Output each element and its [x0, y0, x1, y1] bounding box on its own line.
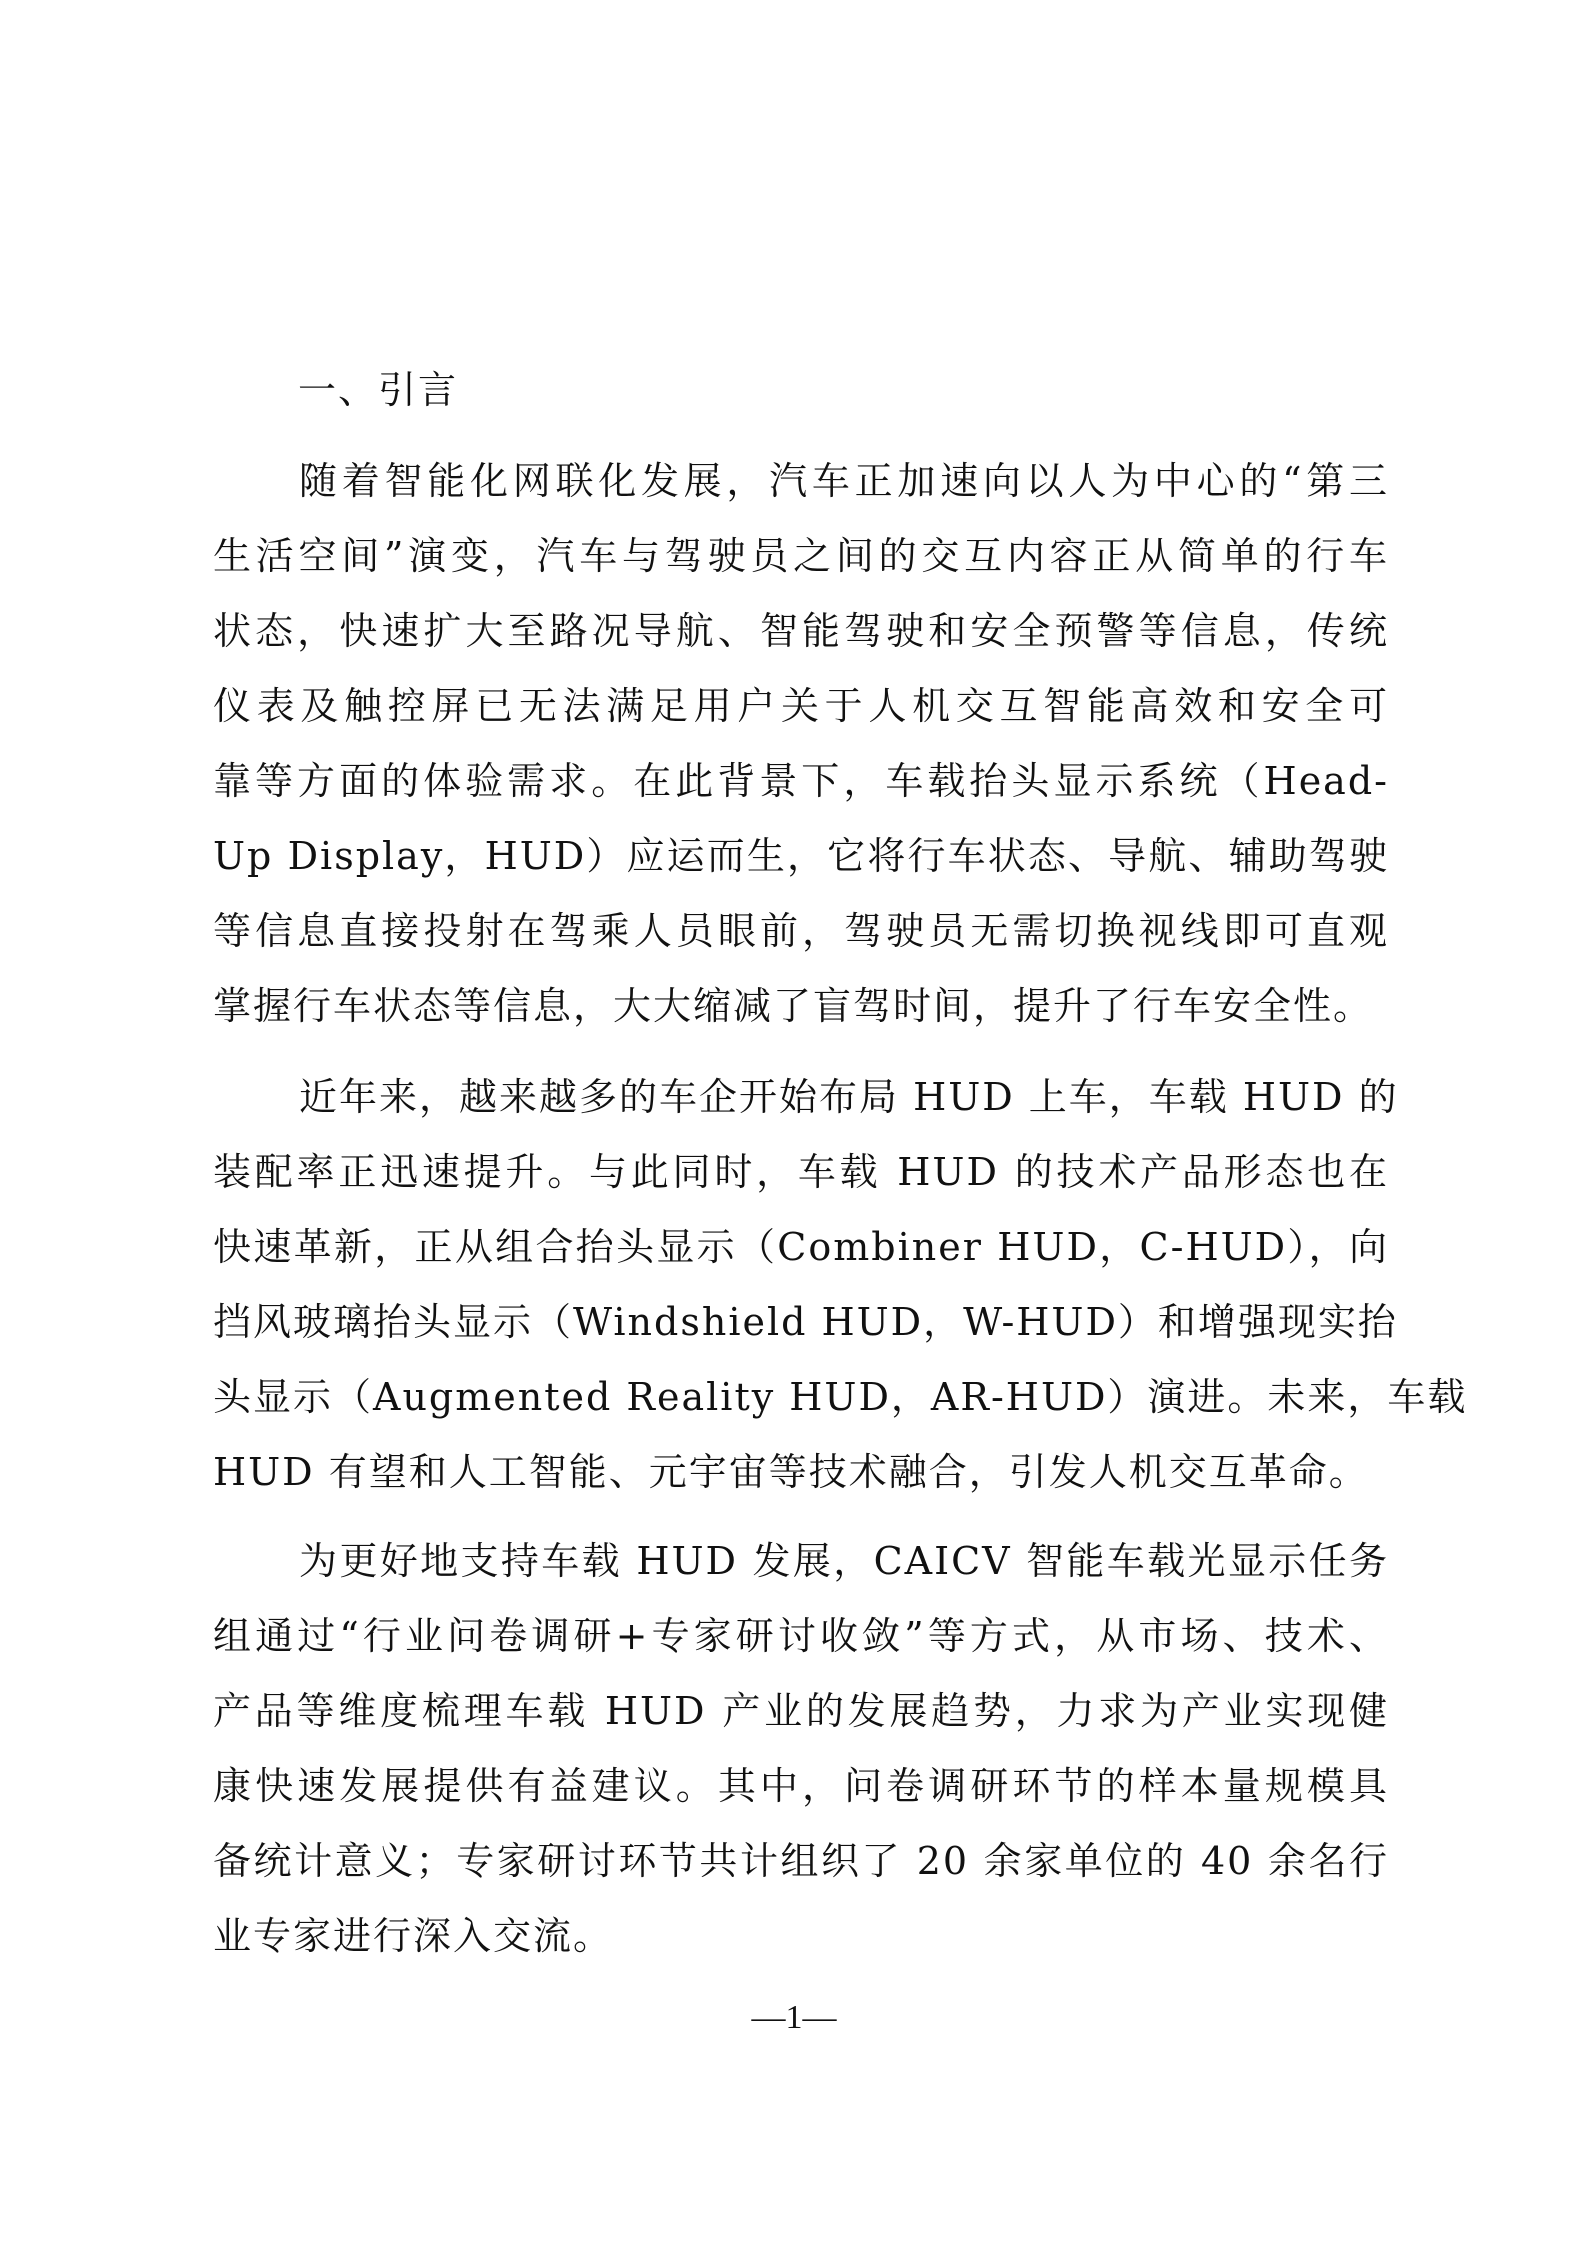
text-line: 随着智能化网联化发展，汽车正加速向以人为中心的“第三 — [299, 459, 1389, 503]
paragraph-market-trend — [213, 1060, 1468, 1510]
text-line: 近年来，越来越多的车企开始布局 HUD 上车，车载 HUD 的 — [299, 1075, 1399, 1119]
text-line: 快速革新，正从组合抬头显示（Combiner HUD，C-HUD），向 — [213, 1225, 1389, 1269]
text-line: 装配率正迅速提升。与此同时，车载 HUD 的技术产品形态也在 — [213, 1150, 1389, 1194]
paragraph-research-method — [213, 1524, 1389, 1974]
text-line: 业专家进行深入交流。 — [213, 1914, 614, 1958]
text-line: Up Display，HUD）应运而生，它将行车状态、导航、辅助驾驶 — [213, 834, 1389, 878]
text-line: 靠等方面的体验需求。在此背景下，车载抬头显示系统（Head- — [213, 759, 1389, 803]
text-line: 头显示（Augmented Reality HUD，AR-HUD）演进。未来，车载 — [213, 1375, 1468, 1419]
text-line: 组通过“行业问卷调研+专家研讨收敛”等方式，从市场、技术、 — [213, 1614, 1389, 1658]
text-line: 仪表及触控屏已无法满足用户关于人机交互智能高效和安全可 — [213, 684, 1389, 728]
section-heading: 一、引言 — [298, 368, 459, 412]
paragraph-introduction — [213, 444, 1389, 1044]
text-line: 生活空间”演变，汽车与驾驶员之间的交互内容正从简单的行车 — [213, 534, 1389, 578]
text-line: 康快速发展提供有益建议。其中，问卷调研环节的样本量规模具 — [213, 1764, 1389, 1808]
text-line: 挡风玻璃抬头显示（Windshield HUD，W-HUD）和增强现实抬 — [213, 1300, 1398, 1344]
text-line: 等信息直接投射在驾乘人员眼前，驾驶员无需切换视线即可直观 — [213, 909, 1389, 953]
page-number: —1— — [751, 1999, 837, 2036]
text-line: 备统计意义；专家研讨环节共计组织了 20 余家单位的 40 余名行 — [213, 1839, 1389, 1883]
text-line: 产品等维度梳理车载 HUD 产业的发展趋势，力求为产业实现健 — [213, 1689, 1389, 1733]
text-line: 状态，快速扩大至路况导航、智能驾驶和安全预警等信息，传统 — [213, 609, 1389, 653]
text-line: 为更好地支持车载 HUD 发展，CAICV 智能车载光显示任务 — [299, 1539, 1389, 1583]
text-line: HUD 有望和人工智能、元宇宙等技术融合，引发人机交互革命。 — [213, 1450, 1369, 1494]
text-line: 掌握行车状态等信息，大大缩减了盲驾时间，提升了行车安全性。 — [213, 984, 1374, 1028]
